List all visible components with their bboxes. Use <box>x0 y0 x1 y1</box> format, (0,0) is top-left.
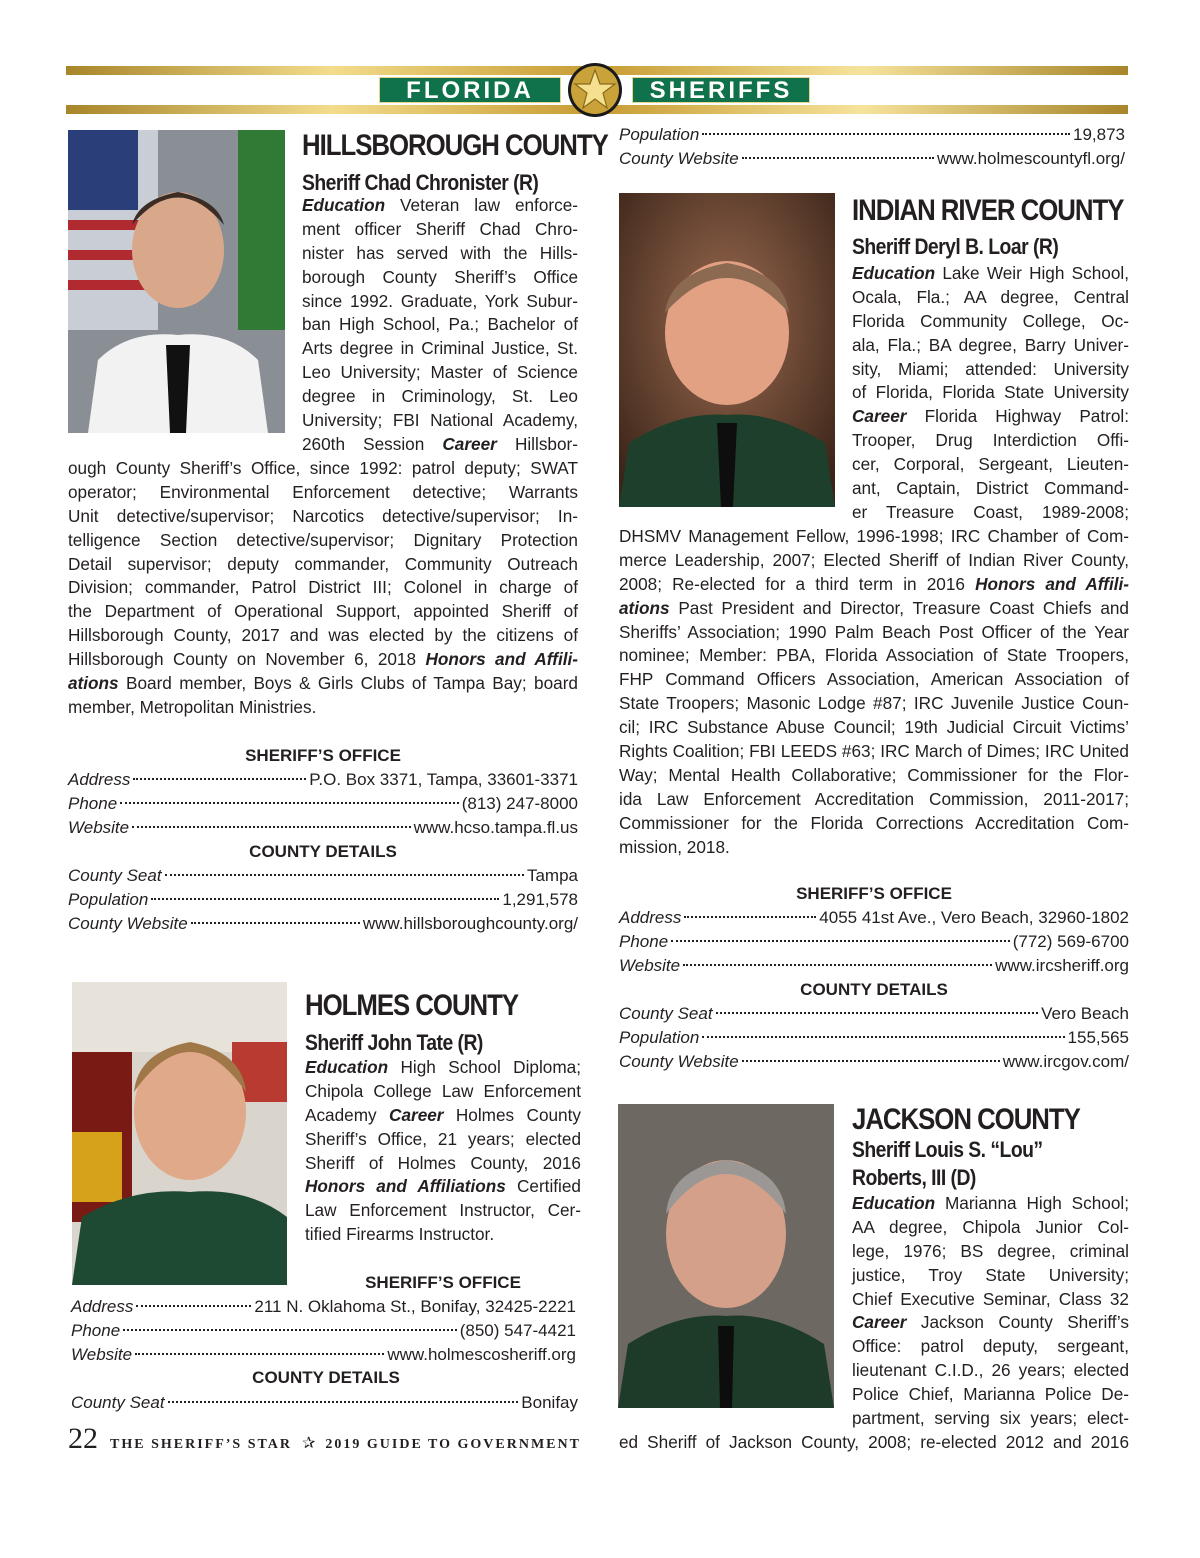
bio-text: Holmes County <box>443 1104 581 1125</box>
bio-heading: Honors and Affili- <box>975 573 1129 594</box>
row-label: Website <box>71 1345 133 1364</box>
bio-line <box>852 286 1129 310</box>
row-value: 1,291,578 <box>502 890 578 909</box>
bio-text: nominee; Member: PBA, Florida Association of State Troopers, <box>619 645 1129 666</box>
bio-text: merce Leadership, 2007; Elected Sheriff of Indian River County, <box>619 549 1129 570</box>
bio-text: sity, Miami; attended: University <box>852 358 1129 379</box>
row-value: Bonifay <box>521 1393 578 1412</box>
bio-text: AA degree, Chipola Junior Col- <box>852 1216 1129 1237</box>
bio-text: ed Sheriff of Jackson County, 2008; re-elected 2012 and 2016 <box>619 1432 1129 1452</box>
bio-text: Academy <box>305 1104 390 1125</box>
row-label: Website <box>68 818 130 837</box>
row-value: 19,873 <box>1073 125 1125 144</box>
bio-line <box>619 764 1129 788</box>
bio-text: Detail supervisor; deputy commander, Community Outreach <box>68 553 578 574</box>
bio-heading: Education <box>302 195 386 215</box>
row-value: www.holmescosheriff.org <box>387 1345 576 1364</box>
bio-indian-river-wide <box>619 525 1129 859</box>
bio-text: nister has served with the Hills- <box>302 242 578 263</box>
dot-leader <box>716 1012 1039 1014</box>
photo-john-tate <box>72 982 287 1285</box>
row-label: Population <box>68 890 149 909</box>
row-value: www.ircgov.com/ <box>1002 1052 1129 1071</box>
bio-text: Commissioner for the Florida Corrections Accreditation Com- <box>619 812 1129 833</box>
dot-leader <box>742 157 934 159</box>
bio-line <box>305 1199 581 1223</box>
dot-leader <box>135 1353 384 1355</box>
bio-text: Florida Community College, Oc- <box>852 310 1129 331</box>
bio-line <box>852 429 1129 453</box>
bio-text: Chipola College Law Enforcement <box>305 1080 581 1101</box>
row-label: County Website <box>619 149 739 168</box>
bio-text: Leo University; Master of Science <box>302 362 578 383</box>
bio-line <box>302 266 578 290</box>
bio-line <box>852 1359 1129 1383</box>
bio-text: Chief Executive Seminar, Class 32 <box>852 1288 1129 1309</box>
bio-text: operator; Environmental Enforcement detective; Warrants <box>68 481 578 502</box>
bio-line <box>302 218 578 242</box>
row-value: 4055 41st Ave., Vero Beach, 32960-1802 <box>819 908 1129 927</box>
bio-line <box>619 644 1129 668</box>
header-banner <box>66 66 1128 114</box>
bio-line <box>302 194 578 218</box>
bio-text: Sheriffs’ Association; 1990 Palm Beach Post Officer of the Year <box>619 621 1129 642</box>
indian-river-detail-row <box>619 1026 1129 1050</box>
bio-text: Division; commander, Patrol District III; Colonel in charge of <box>68 577 578 598</box>
bio-indian-river-narrow <box>852 262 1129 525</box>
bio-line <box>852 334 1129 358</box>
row-value: (772) 569-6700 <box>1012 932 1129 951</box>
indian-river-county-heading: COUNTY DETAILS <box>800 980 948 999</box>
dot-leader <box>151 898 499 900</box>
row-value: 155,565 <box>1067 1028 1129 1047</box>
row-label: County Website <box>619 1052 739 1071</box>
row-value: www.hillsboroughcounty.org/ <box>362 914 578 933</box>
bio-text: Sheriff’s Office, 21 years; elected <box>305 1128 581 1149</box>
row-label: Address <box>68 770 131 789</box>
row-value: P.O. Box 3371, Tampa, 33601-3371 <box>309 770 578 789</box>
dot-leader <box>133 778 306 780</box>
row-label: Phone <box>68 794 118 813</box>
bio-heading: Education <box>305 1057 389 1077</box>
bio-line <box>302 337 578 361</box>
bio-line <box>302 361 578 385</box>
row-label: County Seat <box>68 866 162 885</box>
bio-text: Sheriff of Holmes County, 2016 <box>305 1152 581 1173</box>
bio-line <box>305 1223 581 1247</box>
bio-text: er Treasure Coast, 1989-2008; <box>852 501 1129 522</box>
bio-line <box>68 481 578 505</box>
sheriff-name-jackson-line2: Roberts, III (D) <box>852 1165 976 1190</box>
bio-line <box>68 529 578 553</box>
row-value: www.hcso.tampa.fl.us <box>413 818 578 837</box>
bio-line <box>619 692 1129 716</box>
photo-deryl-loar <box>619 193 835 507</box>
bio-text: telligence Section detective/supervisor; Dignitary Protection <box>68 529 578 550</box>
bio-line <box>68 696 578 720</box>
guide-title: 2019 GUIDE TO GOVERNMENT <box>325 1437 581 1452</box>
row-value: (813) 247-8000 <box>461 794 578 813</box>
bio-heading: Education <box>852 1193 936 1213</box>
bio-line <box>852 262 1129 286</box>
bio-line <box>852 1335 1129 1359</box>
bio-line <box>619 740 1129 764</box>
bio-text: Hillsbor- <box>496 433 578 454</box>
bio-text: ment officer Sheriff Chad Chro- <box>302 218 578 239</box>
dot-leader <box>123 1329 457 1331</box>
dot-leader <box>702 1036 1064 1038</box>
bio-text: cer, Corporal, Sergeant, Lieuten- <box>852 454 1129 475</box>
sheriff-name-holmes: Sheriff John Tate (R) <box>305 1030 483 1055</box>
bio-text: Board member, Boys & Girls Clubs of Tampa Bay; board <box>118 673 578 694</box>
bio-line <box>305 1175 581 1199</box>
bio-text: cil; IRC Substance Abuse Council; 19th Judicial Circuit Victims’ <box>619 717 1129 738</box>
row-value: Vero Beach <box>1041 1004 1129 1023</box>
hillsborough-office-row <box>68 816 578 840</box>
bio-line <box>302 409 578 433</box>
bio-line <box>852 358 1129 382</box>
row-label: Phone <box>619 932 669 951</box>
bio-line <box>852 1407 1129 1431</box>
bio-text: Rights Coalition; FBI LEEDS #63; IRC March of Dimes; IRC United <box>619 741 1129 762</box>
bio-text: justice, Troy State University; <box>852 1264 1129 1285</box>
bio-line <box>852 1216 1129 1240</box>
photo-lou-roberts <box>618 1104 834 1408</box>
bio-text: ida Law Enforcement Accreditation Commission, 2011-2017; <box>619 788 1129 809</box>
bio-text: FHP Command Officers Association, American Association of <box>619 669 1129 690</box>
bio-heading: Career <box>442 433 497 454</box>
bio-line <box>619 525 1129 549</box>
bio-text: Ocala, Fla.; AA degree, Central <box>852 286 1129 307</box>
bio-jackson-wide <box>619 1431 1129 1455</box>
row-value: Tampa <box>526 866 578 885</box>
dot-leader <box>132 826 410 828</box>
bio-heading: ations <box>619 597 670 618</box>
dot-leader <box>702 133 1070 135</box>
bio-line <box>852 453 1129 477</box>
bio-text: Way; Mental Health Collaborative; Commissioner for the Flor- <box>619 764 1129 785</box>
bio-text: Certified <box>505 1176 581 1197</box>
bio-line <box>302 242 578 266</box>
bio-text: the Department of Operational Support, appointed Sheriff of <box>68 601 578 622</box>
dot-leader <box>742 1060 1000 1062</box>
bio-text: State Troopers; Masonic Lodge #87; IRC Juvenile Justice Coun- <box>619 693 1129 714</box>
bio-line <box>68 600 578 624</box>
bio-text: Past President and Director, Treasure Coast Chiefs and <box>669 597 1129 618</box>
sheriff-star-icon <box>563 62 627 118</box>
sheriff-name-jackson-line1: Sheriff Louis S. “Lou” <box>852 1137 1043 1162</box>
bio-hillsborough-wide <box>68 457 578 720</box>
bio-text: mission, 2018. <box>619 836 730 857</box>
bio-line <box>302 433 578 457</box>
row-label: Website <box>619 956 681 975</box>
bio-line <box>305 1128 581 1152</box>
bio-hillsborough-narrow <box>302 194 578 457</box>
dot-leader <box>168 1401 519 1403</box>
county-title-hillsborough: HILLSBOROUGH COUNTY <box>302 129 608 162</box>
hillsborough-detail-row <box>68 864 578 888</box>
bio-line <box>68 648 578 672</box>
dot-leader <box>683 964 992 966</box>
county-title-holmes: HOLMES COUNTY <box>305 989 519 1022</box>
dot-leader <box>191 922 360 924</box>
bio-line <box>68 576 578 600</box>
bio-line <box>68 624 578 648</box>
bio-text: Office: patrol deputy, sergeant, <box>852 1336 1129 1357</box>
banner-florida: FLORIDA <box>379 77 561 103</box>
bio-text: High School Diploma; <box>388 1057 581 1077</box>
bio-text: Hillsborough County on November 6, 2018 <box>68 649 426 670</box>
bio-text: lieutenant C.I.D., 26 years; elected <box>852 1360 1129 1381</box>
bio-line <box>305 1056 581 1080</box>
bio-text: member, Metropolitan Ministries. <box>68 696 317 717</box>
publication-name: THE SHERIFF’S STAR <box>110 1437 292 1452</box>
row-label: Address <box>619 908 682 927</box>
bio-text: ant, Captain, District Command- <box>852 478 1129 499</box>
holmes-office-row <box>71 1295 576 1319</box>
bio-text: tified Firearms Instructor. <box>305 1224 495 1245</box>
bio-text: University; FBI National Academy, <box>302 410 578 431</box>
indian-river-office-row <box>619 930 1129 954</box>
row-value: (850) 547-4421 <box>459 1321 576 1340</box>
bio-line <box>305 1104 581 1128</box>
indian-river-office-row <box>619 954 1129 978</box>
dot-leader <box>684 916 816 918</box>
indian-river-office-row <box>619 906 1129 930</box>
bio-line <box>852 501 1129 525</box>
row-label: Population <box>619 1028 700 1047</box>
bio-line <box>305 1152 581 1176</box>
indian-river-detail-row <box>619 1002 1129 1026</box>
bio-holmes <box>305 1056 581 1247</box>
bio-heading: Honors and Affiliations <box>305 1176 506 1197</box>
bio-line <box>302 385 578 409</box>
bio-text: Veteran law enforce- <box>385 195 578 215</box>
bio-text: Arts degree in Criminal Justice, St. <box>302 338 578 359</box>
bio-text: Lake Weir High School, <box>935 263 1129 283</box>
bio-heading: Education <box>852 263 936 283</box>
bio-text: Jackson County Sheriff’s <box>906 1312 1129 1333</box>
bio-line <box>852 1192 1129 1216</box>
indian-river-detail-row <box>619 1050 1129 1074</box>
banner-sheriffs: SHERIFFS <box>632 77 810 103</box>
bio-line <box>68 505 578 529</box>
row-label: County Seat <box>71 1393 165 1412</box>
row-value: www.holmescountyfl.org/ <box>936 149 1125 168</box>
bio-line <box>852 477 1129 501</box>
bio-text: Police Chief, Marianna Police De- <box>852 1384 1129 1405</box>
hillsborough-office-row <box>68 792 578 816</box>
row-label: County Website <box>68 914 188 933</box>
bio-text: Law Enforcement Instructor, Cer- <box>305 1200 581 1221</box>
bio-heading: Career <box>389 1104 444 1125</box>
bio-line <box>302 290 578 314</box>
holmes-detail-row <box>71 1391 578 1415</box>
row-value: 211 N. Oklahoma St., Bonifay, 32425-2221 <box>254 1297 576 1316</box>
photo-chad-chronister <box>68 130 285 433</box>
bio-line <box>619 621 1129 645</box>
holmes-office-heading: SHERIFF’S OFFICE <box>365 1273 521 1292</box>
bio-jackson-narrow <box>852 1192 1129 1431</box>
hillsborough-office-row <box>68 768 578 792</box>
bio-line <box>619 597 1129 621</box>
bio-line <box>619 788 1129 812</box>
bio-line <box>68 457 578 481</box>
bio-text: lege, 1976; BS degree, criminal <box>852 1240 1129 1261</box>
bio-heading: Career <box>852 406 907 427</box>
bio-text: 260th Session <box>302 433 443 454</box>
bio-line <box>619 836 1129 860</box>
bio-text: 2008; Re-elected for a third term in 2016 <box>619 573 976 594</box>
bio-line <box>619 1431 1129 1455</box>
county-title-indian-river: INDIAN RIVER COUNTY <box>852 194 1124 227</box>
hillsborough-detail-row <box>68 888 578 912</box>
row-label: County Seat <box>619 1004 713 1023</box>
bio-line <box>852 405 1129 429</box>
bio-text: Hillsborough County, 2017 and was elected by the citizens of <box>68 625 578 646</box>
holmes-detail-row <box>619 147 1125 171</box>
row-label: Address <box>71 1297 134 1316</box>
bio-text: Florida Highway Patrol: <box>906 406 1129 427</box>
county-title-jackson: JACKSON COUNTY <box>852 1103 1080 1136</box>
bio-heading: Career <box>852 1312 907 1333</box>
bio-text: since 1992. Graduate, York Subur- <box>302 290 578 311</box>
holmes-county-heading: COUNTY DETAILS <box>252 1368 400 1387</box>
row-label: Population <box>619 125 700 144</box>
bio-line <box>68 672 578 696</box>
bio-heading: ations <box>68 673 119 694</box>
dot-leader <box>165 874 524 876</box>
bio-text: borough County Sheriff’s Office <box>302 266 578 287</box>
bio-line <box>619 812 1129 836</box>
bio-line <box>68 553 578 577</box>
bio-line <box>619 716 1129 740</box>
bio-line <box>852 1383 1129 1407</box>
bio-text: Marianna High School; <box>935 1193 1129 1213</box>
holmes-office-row <box>71 1319 576 1343</box>
bio-line <box>305 1080 581 1104</box>
bio-text: ough County Sheriff’s Office, since 1992: patrol deputy; SWAT <box>68 458 578 478</box>
footer-star-icon: ✰ <box>302 1435 316 1452</box>
bio-text: Unit detective/supervisor; Narcotics detective/supervisor; In- <box>68 505 578 526</box>
bio-line <box>852 1288 1129 1312</box>
bio-line <box>852 1264 1129 1288</box>
bio-text: degree in Criminology, St. Leo <box>302 386 578 407</box>
bio-line <box>619 573 1129 597</box>
row-label: Phone <box>71 1321 121 1340</box>
bio-line <box>302 313 578 337</box>
bio-line <box>852 1311 1129 1335</box>
bio-text: DHSMV Management Fellow, 1996-1998; IRC Chamber of Com- <box>619 526 1129 546</box>
bio-text: partment, serving six years; elect- <box>852 1408 1129 1429</box>
holmes-office-row <box>71 1343 576 1367</box>
bio-heading: Honors and Affili- <box>425 649 578 670</box>
sheriff-name-indian-river: Sheriff Deryl B. Loar (R) <box>852 234 1059 259</box>
dot-leader <box>120 802 459 804</box>
hillsborough-county-heading: COUNTY DETAILS <box>249 842 397 861</box>
hillsborough-detail-row <box>68 912 578 936</box>
bio-line <box>852 310 1129 334</box>
hillsborough-office-heading: SHERIFF’S OFFICE <box>245 746 401 765</box>
bio-text: ban High School, Pa.; Bachelor of <box>302 314 578 335</box>
page-number: 22 <box>68 1422 98 1455</box>
bio-text: Trooper, Drug Interdiction Offi- <box>852 430 1129 451</box>
bio-text: ala, Fla.; BA degree, Barry Univer- <box>852 334 1129 355</box>
holmes-detail-row <box>619 123 1125 147</box>
sheriff-name-hillsborough: Sheriff Chad Chronister (R) <box>302 170 539 195</box>
bio-line <box>852 1240 1129 1264</box>
dot-leader <box>136 1305 251 1307</box>
bio-line <box>619 668 1129 692</box>
dot-leader <box>671 940 1010 942</box>
bio-line <box>852 381 1129 405</box>
row-value: www.ircsheriff.org <box>995 956 1129 975</box>
page-footer <box>68 1422 581 1456</box>
bio-line <box>619 549 1129 573</box>
bio-text: of Florida, Florida State University <box>852 382 1129 403</box>
indian-river-office-heading: SHERIFF’S OFFICE <box>796 884 952 903</box>
